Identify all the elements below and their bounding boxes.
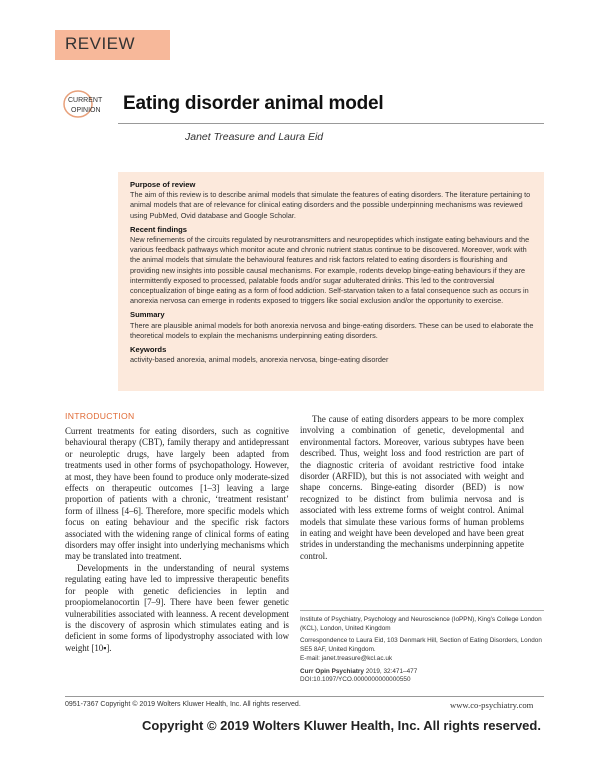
current-opinion-logo bbox=[62, 89, 110, 119]
logo-line1: CURRENT bbox=[68, 97, 103, 104]
left-column bbox=[65, 426, 289, 654]
authors: Janet Treasure and Laura Eid bbox=[185, 131, 324, 143]
logo-line2: OPINION bbox=[71, 107, 101, 114]
intro-paragraph-3: The cause of eating disorders appears to be more complex involving a combination of genetic, developmental and environmental factors. Moreover, various subtypes have been described. Thus, weight loss and food restriction are part of the diagnostic criteria of avoidant restrictive food intake disorder (ARFID), but this is not associated with weight and shape concerns. Binge-eating disorder (BED) is now recognized to be distinct from bulimia nervosa and is associated with less extreme forms of weight control. Animal models that simulate these various forms of human problems in eating and weight have been developed and have been great strides in understanding the mechanisms underpinning appetite control. bbox=[300, 414, 524, 561]
summary-text: There are plausible animal models for both anorexia nervosa and binge-eating disorders. These can be used to elaborate the theoretical models to explain the mechanisms underpinning eating disorders. bbox=[130, 320, 534, 340]
article-title: Eating disorder animal model bbox=[123, 93, 384, 114]
copyright-banner: Copyright © 2019 Wolters Kluwer Health, Inc. All rights reserved. bbox=[142, 718, 541, 733]
footer-issn-copyright: 0951-7367 Copyright © 2019 Wolters Kluwer Health, Inc. All rights reserved. bbox=[65, 701, 301, 708]
footer-divider bbox=[65, 696, 544, 697]
keywords-heading: Keywords bbox=[130, 345, 167, 355]
review-tab bbox=[55, 30, 170, 60]
introduction-heading: INTRODUCTION bbox=[65, 411, 135, 421]
title-divider bbox=[118, 123, 544, 124]
footer-website[interactable]: www.co-psychiatry.com bbox=[450, 700, 534, 710]
review-label: REVIEW bbox=[65, 34, 136, 53]
abstract-box bbox=[118, 172, 544, 391]
journal-name: Curr Opin Psychiatry bbox=[300, 667, 364, 675]
summary-heading: Summary bbox=[130, 310, 165, 320]
affiliation-divider bbox=[300, 610, 544, 611]
email-text[interactable]: E-mail: janet.treasure@kcl.ac.uk bbox=[300, 654, 393, 662]
intro-paragraph-2: Developments in the understanding of neural systems regulating eating have led to impressive therapeutic benefits for people with genetic deficiencies in leptin and proopiomelanocortin [7–9]. There have been fewer genetic vulnerabilities associated with leanness. A recent development is the discovery of asprosin which stimulates eating and is deficient in some forms of lipodystrophy associated with low weight [10▪]. bbox=[65, 562, 289, 653]
right-column bbox=[300, 414, 524, 562]
purpose-heading: Purpose of review bbox=[130, 180, 196, 189]
purpose-text: The aim of this review is to describe animal models that simulate the features of eating disorders. The literature pertaining to animal models that are of relevance for clinical eating disorders and the possible underpinning mechanisms was reviewed using PubMed, Ovid database and Google Scholar. bbox=[130, 190, 531, 220]
doi-text[interactable]: DOI:10.1097/YCO.0000000000000550 bbox=[300, 676, 411, 684]
correspondence-text: Correspondence to Laura Eid, 103 Denmark Hill, Section of Eating Disorders, London SE5 8AF, United Kingdom. bbox=[300, 637, 542, 654]
citation-text: 2019, 32:471–477 bbox=[365, 667, 418, 675]
findings-text: New refinements of the circuits regulated by neurotransmitters and neuropeptides which instigate eating behaviours and the various feedback pathways which monitor acute and chronic nutrient status continue to be discovered. Moreover, work with the animal models that simulate the behavioural features and risk factors related to eating disorders is flourishing and providing new insights into possible causal mechanisms. For example, rodents develop binge-eating behaviours if they are intermittently exposed to processed, palatable foods and/or sugar adulterated drinks. This led to the controversial conceptualization of binge eating as a form of food addiction. Self-starvation taken to a fatal consequence such as occurs in anorexia nervosa can emerge in rodents exposed to triggers like social exclusion and/or the opportunity to exercise. bbox=[130, 235, 530, 306]
institute-text: Institute of Psychiatry, Psychology and Neuroscience (IoPPN), King’s College London (KCL), London, United Kingdom bbox=[300, 616, 542, 632]
affiliation-block bbox=[300, 616, 544, 685]
keywords-text: activity-based anorexia, animal models, anorexia nervosa, binge-eating disorder bbox=[130, 355, 389, 365]
intro-paragraph-1: Current treatments for eating disorders, such as cognitive behavioural therapy (CBT), family therapy and antidepressant or neuroleptic drugs, have largely been adapted from treatments used in other forms of psychopathology. However, at most, they have been found to produce only moderate-sized effects on therapeutic outcomes [1–3] leaving a large proportion of patients with a chronic, ‘treatment resistant’ form of illness [4–6]. Therefore, more specific models which focus on eating behaviour and the specific risk factors associated with the widening range of clinical forms of eating disorders may offer insight into underlying mechanisms which may be translated into treatment. bbox=[65, 426, 289, 562]
findings-heading: Recent findings bbox=[130, 224, 187, 234]
